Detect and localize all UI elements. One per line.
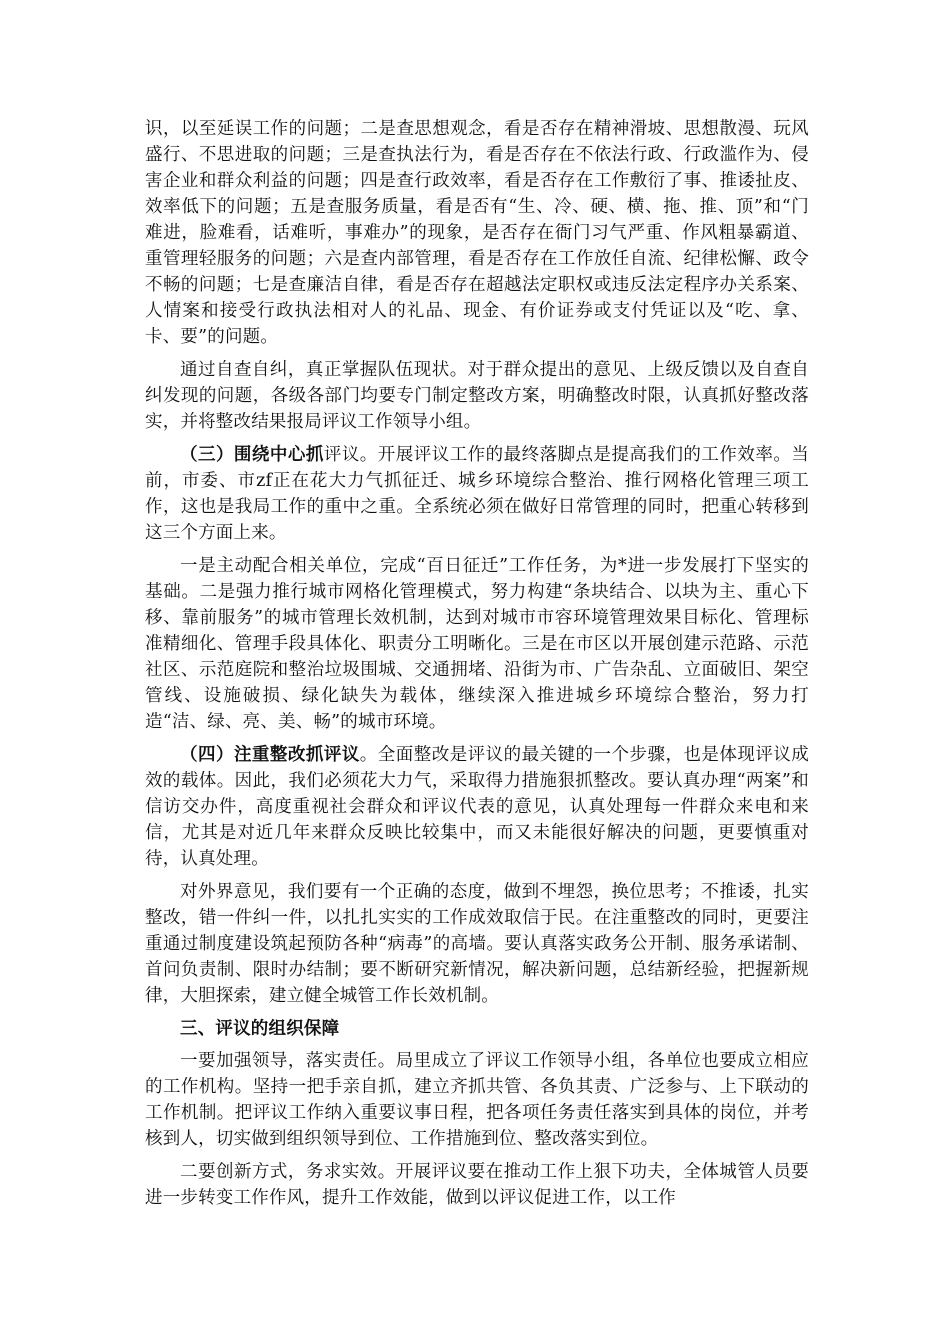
paragraph-inspection-items: 识，以至延误工作的问题；二是查思想观念，看是否存在精神滑坡、思想散漫、玩风盛行、不思进取的问题；三是查执法行为，看是否存在不依法行政、行政滥作为、侵害企业和群众利益的问题；四是查行政效率，看是否存在工作敷衍了事、推诿扯皮、效率低下的问题；五是查服务质量，看是否有“生、冷、硬、横、拖、推、顶”和“门难进，脸难看，话难听，事难办”的现象，是否存在衙门习气严重、作风粗暴霸道、重管理轻服务的问题；六是查内部管理，看是否存在工作放任自流、纪律松懈、政令不畅的问题；七是查廉洁自律，看是否存在超越法定职权或违反法定程序办关系案、人情案和接受行政执法相对人的礼品、现金、有价证券或支付凭证以及“吃、拿、卡、要”的问题。 (145, 119, 809, 347)
paragraph-self-correction: 通过自查自纠，真正掌握队伍现状。对于群众提出的意见、上级反馈以及自查自纠发现的问题，各级各部门均要专门制定整改方案，明确整改时限，认真抓好整改落实，并将整改结果报局评议工作领导小组。 (145, 360, 809, 432)
paragraph-leadership: 一要加强领导，落实责任。局里成立了评议工作领导小组，各单位也要成立相应的工作机构。坚持一把手亲自抓，建立齐抓共管、各负其责、广泛参与、上下联动的工作机制。把评议工作纳入重要议事日程，把各项任务责任落实到具体的岗位，并考核到人，切实做到组织领导到位、工作措施到位、整改落实到位。 (145, 1051, 809, 1149)
document-page (145, 116, 809, 1218)
paragraph-focus-center-text: 评议。开展评议工作的最终落脚点是提高我们的工作效率。当前，市委、市zf正在花大力气抓征迁、城乡环境综合整治、推行网格化管理三项工作，这也是我局工作的重中之重。全系统必须在做好日常管理的同时，把重心转移到这三个方面上来。 (145, 445, 809, 543)
section-heading-organization: 三、评议的组织保障 (180, 1019, 340, 1039)
paragraph-rectification (145, 742, 809, 872)
paragraph-focus-center (145, 442, 809, 546)
paragraph-innovation: 二要创新方式，务求实效。开展评议要在推动工作上狠下功夫，全体城管人员要进一步转变工作作风，提升工作效能，做到以评议促进工作，以工作 (145, 1162, 809, 1208)
paragraph-external-opinions: 对外界意见，我们要有一个正确的态度，做到不埋怨，换位思考；不推诿，扎实整改，错一件纠一件，以扎扎实实的工作成效取信于民。在注重整改的同时，更要注重通过制度建设筑起预防各种“病毒”的高墙。要认真落实政务公开制、服务承诺制、首问负责制、限时办结制；要不断研究新情况，解决新问题，总结新经验，把握新规律，大胆探索，建立健全城管工作长效机制。 (145, 882, 809, 1006)
paragraph-three-tasks: 一是主动配合相关单位，完成“百日征迁”工作任务，为*进一步发展打下坚实的基础。二是强力推行城市网格化管理模式，努力构建“条块结合、以块为主、重心下移、靠前服务”的城市管理长效机制，达到对城市市容环境管理效果目标化、管理标准精细化、管理手段具体化、职责分工明晰化。三是在市区以开展创建示范路、示范社区、示范庭院和整治垃圾围城、交通拥堵、沿街为市、广告杂乱、立面破旧、架空管线、设施破损、绿化缺失为载体，继续深入推进城乡环境综合整治，努力打造“洁、绿、亮、美、畅”的城市环境。 (145, 556, 809, 732)
paragraph-rectification-text: 。全面整改是评议的最关键的一个步骤，也是体现评议成效的载体。因此，我们必须花大力气，采取得力措施狠抓整改。要认真办理“两案”和信访交办件，高度重视社会群众和评议代表的意见，认真处理每一件群众来电和来信，尤其是对近几年来群众反映比较集中，而又未能很好解决的问题，更要慎重对待，认真处理。 (145, 745, 810, 869)
subheading-focus-center: （三）围绕中心抓 (180, 445, 324, 465)
subheading-rectification: （四）注重整改抓评议 (180, 745, 360, 765)
